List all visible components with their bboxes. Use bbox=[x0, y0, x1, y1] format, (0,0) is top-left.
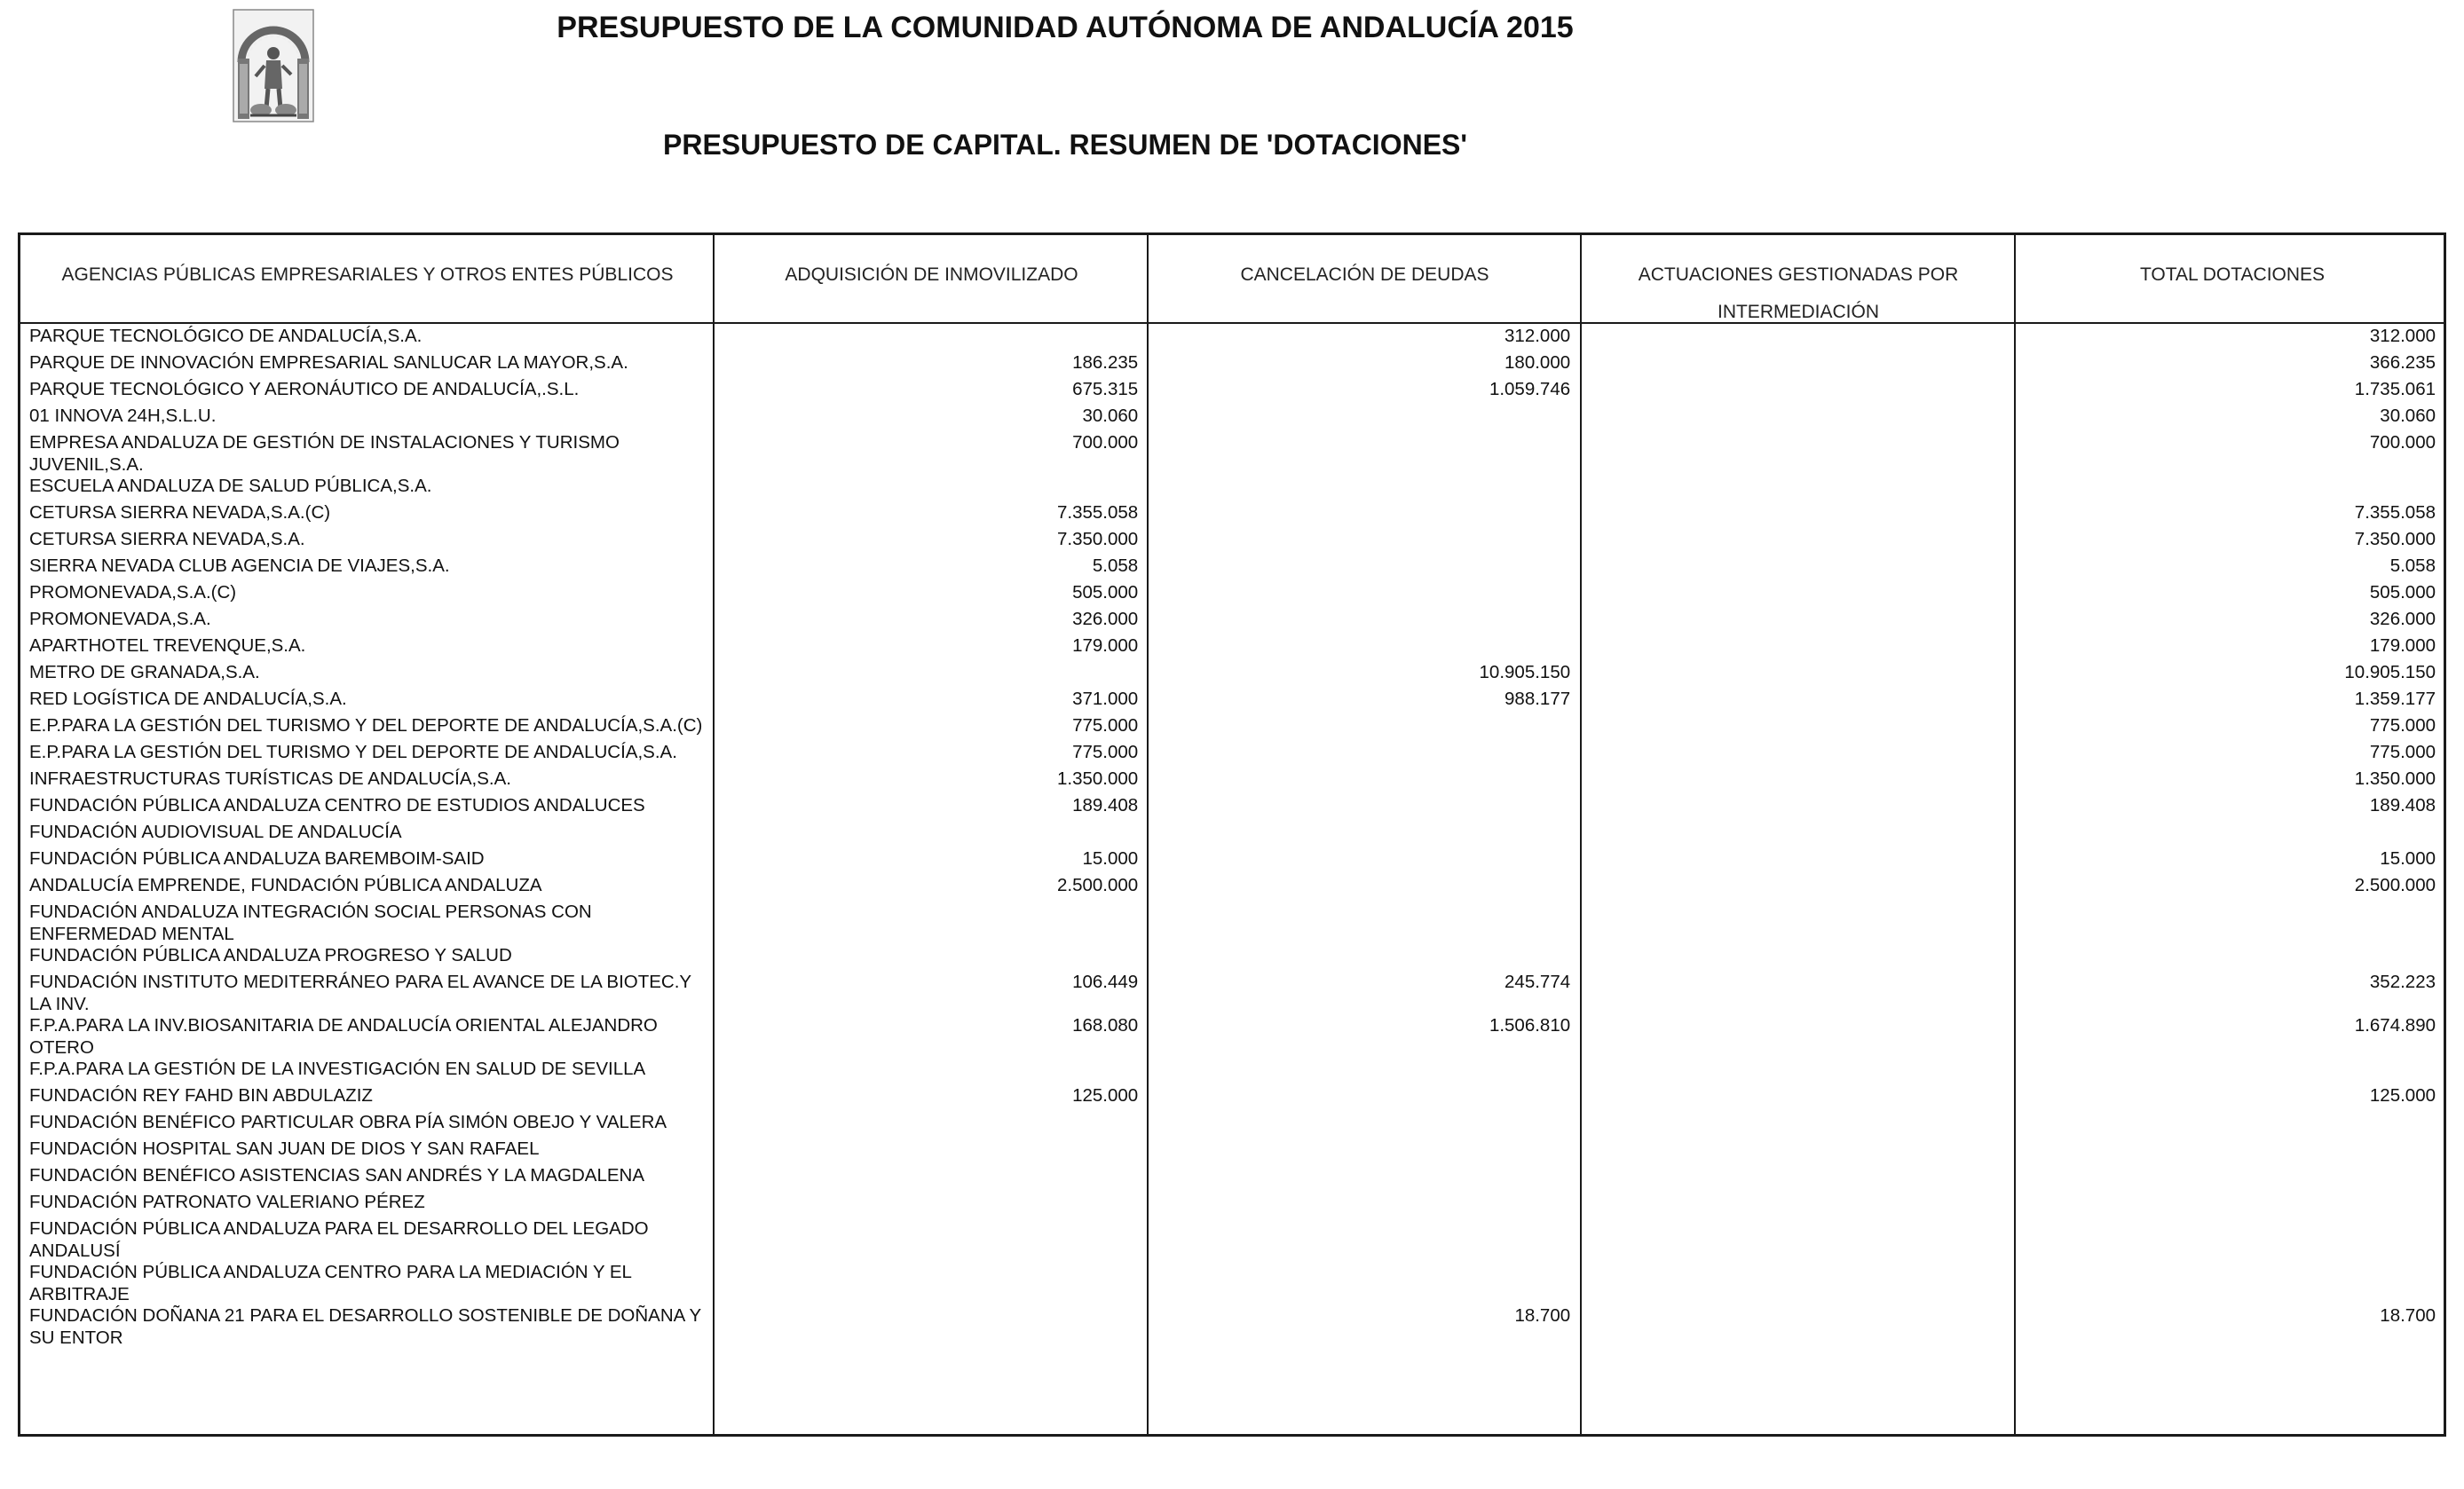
total-cell: 125.000 bbox=[2369, 1085, 2436, 1106]
debt-cancellation-cell: 1.059.746 bbox=[1489, 379, 1571, 399]
total-cell bbox=[2011, 822, 2444, 848]
acquisition-cell bbox=[713, 1059, 1146, 1085]
debt-cancellation-cell bbox=[1146, 1112, 1578, 1138]
debt-cancellation-cell bbox=[1146, 432, 1578, 476]
total-cell: 505.000 bbox=[2369, 582, 2436, 603]
intermediation-cell bbox=[1578, 406, 2011, 432]
entity-name-cell: E.P.PARA LA GESTIÓN DEL TURISMO Y DEL DEPORTE DE ANDALUCÍA,S.A. bbox=[29, 742, 677, 762]
acquisition-cell: 326.000 bbox=[1072, 609, 1139, 629]
intermediation-cell bbox=[1578, 902, 2011, 945]
intermediation-cell bbox=[1578, 875, 2011, 902]
entity-name-cell: PARQUE TECNOLÓGICO DE ANDALUCÍA,S.A. bbox=[29, 326, 423, 346]
acquisition-cell bbox=[713, 945, 1146, 972]
table-row bbox=[20, 875, 2444, 902]
intermediation-cell bbox=[1578, 502, 2011, 529]
table-row bbox=[20, 609, 2444, 635]
total-cell: 5.058 bbox=[2389, 555, 2436, 576]
document-title: PRESUPUESTO DE LA COMUNIDAD AUTÓNOMA DE ANDALUCÍA 2015 bbox=[557, 11, 1574, 44]
header-divider bbox=[20, 322, 2444, 324]
total-cell: 189.408 bbox=[2369, 795, 2436, 815]
table-row bbox=[20, 1305, 2444, 1349]
debt-cancellation-cell bbox=[1146, 406, 1578, 432]
entity-name-cell: FUNDACIÓN PÚBLICA ANDALUZA PARA EL DESARROLLO DEL LEGADO ANDALUSÍ bbox=[29, 1218, 649, 1261]
total-cell: 1.674.890 bbox=[2354, 1015, 2436, 1036]
table-row bbox=[20, 502, 2444, 529]
acquisition-cell: 371.000 bbox=[1072, 689, 1139, 709]
debt-cancellation-cell bbox=[1146, 902, 1578, 945]
intermediation-cell bbox=[1578, 379, 2011, 406]
acquisition-cell: 179.000 bbox=[1072, 635, 1139, 656]
debt-cancellation-cell bbox=[1146, 529, 1578, 555]
table-row bbox=[20, 1262, 2444, 1305]
debt-cancellation-cell bbox=[1146, 635, 1578, 662]
table-row bbox=[20, 822, 2444, 848]
acquisition-cell: 775.000 bbox=[1072, 742, 1139, 762]
acquisition-cell bbox=[713, 1305, 1146, 1349]
table-row bbox=[20, 1112, 2444, 1138]
debt-cancellation-cell bbox=[1146, 848, 1578, 875]
acquisition-cell: 186.235 bbox=[1072, 352, 1139, 373]
entity-name-cell: FUNDACIÓN PÚBLICA ANDALUZA PROGRESO Y SALUD bbox=[29, 945, 512, 965]
entity-name-cell: FUNDACIÓN REY FAHD BIN ABDULAZIZ bbox=[29, 1085, 373, 1106]
entity-name-cell: APARTHOTEL TREVENQUE,S.A. bbox=[29, 635, 306, 656]
entity-name-cell: PARQUE TECNOLÓGICO Y AERONÁUTICO DE ANDALUCÍA,.S.L. bbox=[29, 379, 580, 399]
intermediation-cell bbox=[1578, 1138, 2011, 1165]
debt-cancellation-cell: 180.000 bbox=[1504, 352, 1571, 373]
debt-cancellation-cell bbox=[1146, 742, 1578, 768]
entity-name-cell: E.P.PARA LA GESTIÓN DEL TURISMO Y DEL DEPORTE DE ANDALUCÍA,S.A.(C) bbox=[29, 715, 703, 736]
debt-cancellation-cell: 988.177 bbox=[1504, 689, 1571, 709]
debt-cancellation-cell bbox=[1146, 1192, 1578, 1218]
acquisition-cell: 2.500.000 bbox=[1057, 875, 1139, 895]
intermediation-cell bbox=[1578, 1262, 2011, 1305]
table-row bbox=[20, 476, 2444, 502]
entity-name-cell: INFRAESTRUCTURAS TURÍSTICAS DE ANDALUCÍA,S.A. bbox=[29, 768, 511, 789]
debt-cancellation-cell bbox=[1146, 1262, 1578, 1305]
table-row bbox=[20, 848, 2444, 875]
entity-name-cell: CETURSA SIERRA NEVADA,S.A.(C) bbox=[29, 502, 331, 523]
total-cell bbox=[2011, 1059, 2444, 1085]
table-row bbox=[20, 635, 2444, 662]
total-cell: 775.000 bbox=[2369, 715, 2436, 736]
intermediation-cell bbox=[1578, 1112, 2011, 1138]
table-row bbox=[20, 1165, 2444, 1192]
total-cell bbox=[2011, 902, 2444, 945]
entity-name-cell: FUNDACIÓN AUDIOVISUAL DE ANDALUCÍA bbox=[29, 822, 402, 842]
total-cell: 7.350.000 bbox=[2354, 529, 2436, 549]
entity-name-cell: F.P.A.PARA LA INV.BIOSANITARIA DE ANDALUCÍA ORIENTAL ALEJANDRO OTERO bbox=[29, 1015, 658, 1058]
intermediation-cell bbox=[1578, 1305, 2011, 1349]
debt-cancellation-cell bbox=[1146, 1059, 1578, 1085]
total-cell: 366.235 bbox=[2369, 352, 2436, 373]
intermediation-cell bbox=[1578, 555, 2011, 582]
entity-name-cell: FUNDACIÓN BENÉFICO ASISTENCIAS SAN ANDRÉS Y LA MAGDALENA bbox=[29, 1165, 645, 1186]
table-row bbox=[20, 768, 2444, 795]
total-cell: 18.700 bbox=[2380, 1305, 2436, 1326]
acquisition-cell bbox=[713, 1165, 1146, 1192]
debt-cancellation-cell bbox=[1146, 476, 1578, 502]
entity-name-cell: FUNDACIÓN INSTITUTO MEDITERRÁNEO PARA EL AVANCE DE LA BIOTEC.Y LA INV. bbox=[29, 972, 691, 1014]
debt-cancellation-cell: 18.700 bbox=[1514, 1305, 1571, 1326]
intermediation-cell bbox=[1578, 1192, 2011, 1218]
intermediation-cell bbox=[1578, 635, 2011, 662]
total-cell: 7.355.058 bbox=[2354, 502, 2436, 523]
intermediation-cell bbox=[1578, 326, 2011, 352]
intermediation-cell bbox=[1578, 848, 2011, 875]
table-row bbox=[20, 662, 2444, 689]
entity-name-cell: 01 INNOVA 24H,S.L.U. bbox=[29, 406, 217, 426]
column-header-entity: AGENCIAS PÚBLICAS EMPRESARIALES Y OTROS ENTES PÚBLICOS bbox=[61, 264, 674, 285]
total-cell: 179.000 bbox=[2369, 635, 2436, 656]
entity-name-cell: FUNDACIÓN ANDALUZA INTEGRACIÓN SOCIAL PERSONAS CON ENFERMEDAD MENTAL bbox=[29, 902, 592, 944]
table-row bbox=[20, 715, 2444, 742]
entity-name-cell: ANDALUCÍA EMPRENDE, FUNDACIÓN PÚBLICA ANDALUZA bbox=[29, 875, 542, 895]
acquisition-cell bbox=[713, 1218, 1146, 1262]
table-row bbox=[20, 1218, 2444, 1262]
entity-name-cell: FUNDACIÓN PATRONATO VALERIANO PÉREZ bbox=[29, 1192, 425, 1212]
entity-name-cell: RED LOGÍSTICA DE ANDALUCÍA,S.A. bbox=[29, 689, 347, 709]
entity-name-cell: FUNDACIÓN PÚBLICA ANDALUZA CENTRO DE ESTUDIOS ANDALUCES bbox=[29, 795, 645, 815]
total-cell bbox=[2011, 1262, 2444, 1305]
debt-cancellation-cell bbox=[1146, 822, 1578, 848]
intermediation-cell bbox=[1578, 432, 2011, 476]
acquisition-cell bbox=[713, 822, 1146, 848]
acquisition-cell: 675.315 bbox=[1072, 379, 1139, 399]
total-cell: 2.500.000 bbox=[2354, 875, 2436, 895]
table-row bbox=[20, 326, 2444, 352]
total-cell: 10.905.150 bbox=[2344, 662, 2436, 682]
entity-name-cell: FUNDACIÓN PÚBLICA ANDALUZA CENTRO PARA LA MEDIACIÓN Y EL ARBITRAJE bbox=[29, 1262, 632, 1304]
debt-cancellation-cell bbox=[1146, 768, 1578, 795]
acquisition-cell: 189.408 bbox=[1072, 795, 1139, 815]
entity-name-cell: EMPRESA ANDALUZA DE GESTIÓN DE INSTALACIONES Y TURISMO JUVENIL,S.A. bbox=[29, 432, 620, 475]
debt-cancellation-cell: 1.506.810 bbox=[1489, 1015, 1571, 1036]
table-row bbox=[20, 902, 2444, 945]
acquisition-cell bbox=[713, 1138, 1146, 1165]
table-row bbox=[20, 406, 2444, 432]
debt-cancellation-cell bbox=[1146, 875, 1578, 902]
intermediation-cell bbox=[1578, 689, 2011, 715]
acquisition-cell: 700.000 bbox=[1072, 432, 1139, 453]
acquisition-cell bbox=[713, 902, 1146, 945]
intermediation-cell bbox=[1578, 529, 2011, 555]
entity-name-cell: F.P.A.PARA LA GESTIÓN DE LA INVESTIGACIÓN EN SALUD DE SEVILLA bbox=[29, 1059, 646, 1079]
debt-cancellation-cell bbox=[1146, 609, 1578, 635]
total-cell: 1.350.000 bbox=[2354, 768, 2436, 789]
column-header-intermediation: ACTUACIONES GESTIONADAS POR INTERMEDIACIÓN bbox=[1638, 264, 1959, 322]
entity-name-cell: METRO DE GRANADA,S.A. bbox=[29, 662, 260, 682]
entity-name-cell: PROMONEVADA,S.A. bbox=[29, 609, 211, 629]
acquisition-cell bbox=[713, 662, 1146, 689]
entity-name-cell: CETURSA SIERRA NEVADA,S.A. bbox=[29, 529, 305, 549]
intermediation-cell bbox=[1578, 1059, 2011, 1085]
intermediation-cell bbox=[1578, 822, 2011, 848]
total-cell: 775.000 bbox=[2369, 742, 2436, 762]
table-row bbox=[20, 795, 2444, 822]
total-cell: 30.060 bbox=[2380, 406, 2436, 426]
table-body bbox=[20, 326, 2444, 1349]
entity-name-cell: PROMONEVADA,S.A.(C) bbox=[29, 582, 237, 603]
debt-cancellation-cell: 312.000 bbox=[1504, 326, 1571, 346]
table-row bbox=[20, 352, 2444, 379]
debt-cancellation-cell bbox=[1146, 715, 1578, 742]
table-row bbox=[20, 1138, 2444, 1165]
acquisition-cell: 30.060 bbox=[1082, 406, 1139, 426]
table-row bbox=[20, 432, 2444, 476]
total-cell: 326.000 bbox=[2369, 609, 2436, 629]
document-subtitle: PRESUPUESTO DE CAPITAL. RESUMEN DE 'DOTACIONES' bbox=[663, 129, 1467, 161]
budget-table bbox=[18, 232, 2446, 1437]
total-cell: 312.000 bbox=[2369, 326, 2436, 346]
entity-name-cell: FUNDACIÓN PÚBLICA ANDALUZA BAREMBOIM-SAID bbox=[29, 848, 485, 869]
total-cell: 1.735.061 bbox=[2354, 379, 2436, 399]
acquisition-cell bbox=[713, 326, 1146, 352]
debt-cancellation-cell bbox=[1146, 1165, 1578, 1192]
intermediation-cell bbox=[1578, 1085, 2011, 1112]
intermediation-cell bbox=[1578, 1165, 2011, 1192]
column-header-acquisition: ADQUISICIÓN DE INMOVILIZADO bbox=[785, 264, 1078, 285]
table-row bbox=[20, 1059, 2444, 1085]
intermediation-cell bbox=[1578, 1218, 2011, 1262]
total-cell bbox=[2011, 1192, 2444, 1218]
acquisition-cell bbox=[713, 1112, 1146, 1138]
debt-cancellation-cell bbox=[1146, 1218, 1578, 1262]
entity-name-cell: FUNDACIÓN DOÑANA 21 PARA EL DESARROLLO SOSTENIBLE DE DOÑANA Y SU ENTOR bbox=[29, 1305, 701, 1348]
table-row bbox=[20, 529, 2444, 555]
column-header-total: TOTAL DOTACIONES bbox=[2139, 264, 2326, 285]
intermediation-cell bbox=[1578, 768, 2011, 795]
total-cell bbox=[2011, 1138, 2444, 1165]
total-cell bbox=[2011, 945, 2444, 972]
table-row bbox=[20, 555, 2444, 582]
entity-name-cell: FUNDACIÓN BENÉFICO PARTICULAR OBRA PÍA SIMÓN OBEJO Y VALERA bbox=[29, 1112, 667, 1132]
table-row bbox=[20, 1192, 2444, 1218]
intermediation-cell bbox=[1578, 795, 2011, 822]
debt-cancellation-cell: 245.774 bbox=[1504, 972, 1571, 992]
acquisition-cell bbox=[713, 1262, 1146, 1305]
entity-name-cell: ESCUELA ANDALUZA DE SALUD PÚBLICA,S.A. bbox=[29, 476, 432, 496]
debt-cancellation-cell: 10.905.150 bbox=[1479, 662, 1571, 682]
intermediation-cell bbox=[1578, 715, 2011, 742]
intermediation-cell bbox=[1578, 582, 2011, 609]
acquisition-cell: 775.000 bbox=[1072, 715, 1139, 736]
table-row bbox=[20, 1015, 2444, 1059]
acquisition-cell: 1.350.000 bbox=[1057, 768, 1139, 789]
debt-cancellation-cell bbox=[1146, 945, 1578, 972]
acquisition-cell bbox=[713, 476, 1146, 502]
total-cell: 15.000 bbox=[2380, 848, 2436, 869]
table-row bbox=[20, 1085, 2444, 1112]
table-row bbox=[20, 379, 2444, 406]
total-cell bbox=[2011, 1218, 2444, 1262]
acquisition-cell: 7.350.000 bbox=[1057, 529, 1139, 549]
table-row bbox=[20, 742, 2444, 768]
entity-name-cell: FUNDACIÓN HOSPITAL SAN JUAN DE DIOS Y SAN RAFAEL bbox=[29, 1138, 540, 1159]
acquisition-cell: 168.080 bbox=[1072, 1015, 1139, 1036]
table-row bbox=[20, 689, 2444, 715]
debt-cancellation-cell bbox=[1146, 502, 1578, 529]
acquisition-cell: 125.000 bbox=[1072, 1085, 1139, 1106]
total-cell: 1.359.177 bbox=[2354, 689, 2436, 709]
intermediation-cell bbox=[1578, 662, 2011, 689]
total-cell bbox=[2011, 1112, 2444, 1138]
intermediation-cell bbox=[1578, 476, 2011, 502]
entity-name-cell: SIERRA NEVADA CLUB AGENCIA DE VIAJES,S.A. bbox=[29, 555, 450, 576]
intermediation-cell bbox=[1578, 742, 2011, 768]
total-cell: 352.223 bbox=[2369, 972, 2436, 992]
intermediation-cell bbox=[1578, 352, 2011, 379]
acquisition-cell: 5.058 bbox=[1092, 555, 1139, 576]
intermediation-cell bbox=[1578, 972, 2011, 1015]
column-header-debt-cancellation: CANCELACIÓN DE DEUDAS bbox=[1240, 264, 1489, 285]
debt-cancellation-cell bbox=[1146, 582, 1578, 609]
debt-cancellation-cell bbox=[1146, 795, 1578, 822]
table-row bbox=[20, 945, 2444, 972]
intermediation-cell bbox=[1578, 609, 2011, 635]
total-cell: 700.000 bbox=[2369, 432, 2436, 453]
acquisition-cell: 505.000 bbox=[1072, 582, 1139, 603]
debt-cancellation-cell bbox=[1146, 555, 1578, 582]
debt-cancellation-cell bbox=[1146, 1138, 1578, 1165]
acquisition-cell: 7.355.058 bbox=[1057, 502, 1139, 523]
total-cell bbox=[2011, 476, 2444, 502]
table-row bbox=[20, 972, 2444, 1015]
debt-cancellation-cell bbox=[1146, 1085, 1578, 1112]
total-cell bbox=[2011, 1165, 2444, 1192]
entity-name-cell: PARQUE DE INNOVACIÓN EMPRESARIAL SANLUCAR LA MAYOR,S.A. bbox=[29, 352, 628, 373]
acquisition-cell bbox=[713, 1192, 1146, 1218]
intermediation-cell bbox=[1578, 945, 2011, 972]
intermediation-cell bbox=[1578, 1015, 2011, 1059]
acquisition-cell: 106.449 bbox=[1072, 972, 1139, 992]
table-row bbox=[20, 582, 2444, 609]
acquisition-cell: 15.000 bbox=[1082, 848, 1139, 869]
